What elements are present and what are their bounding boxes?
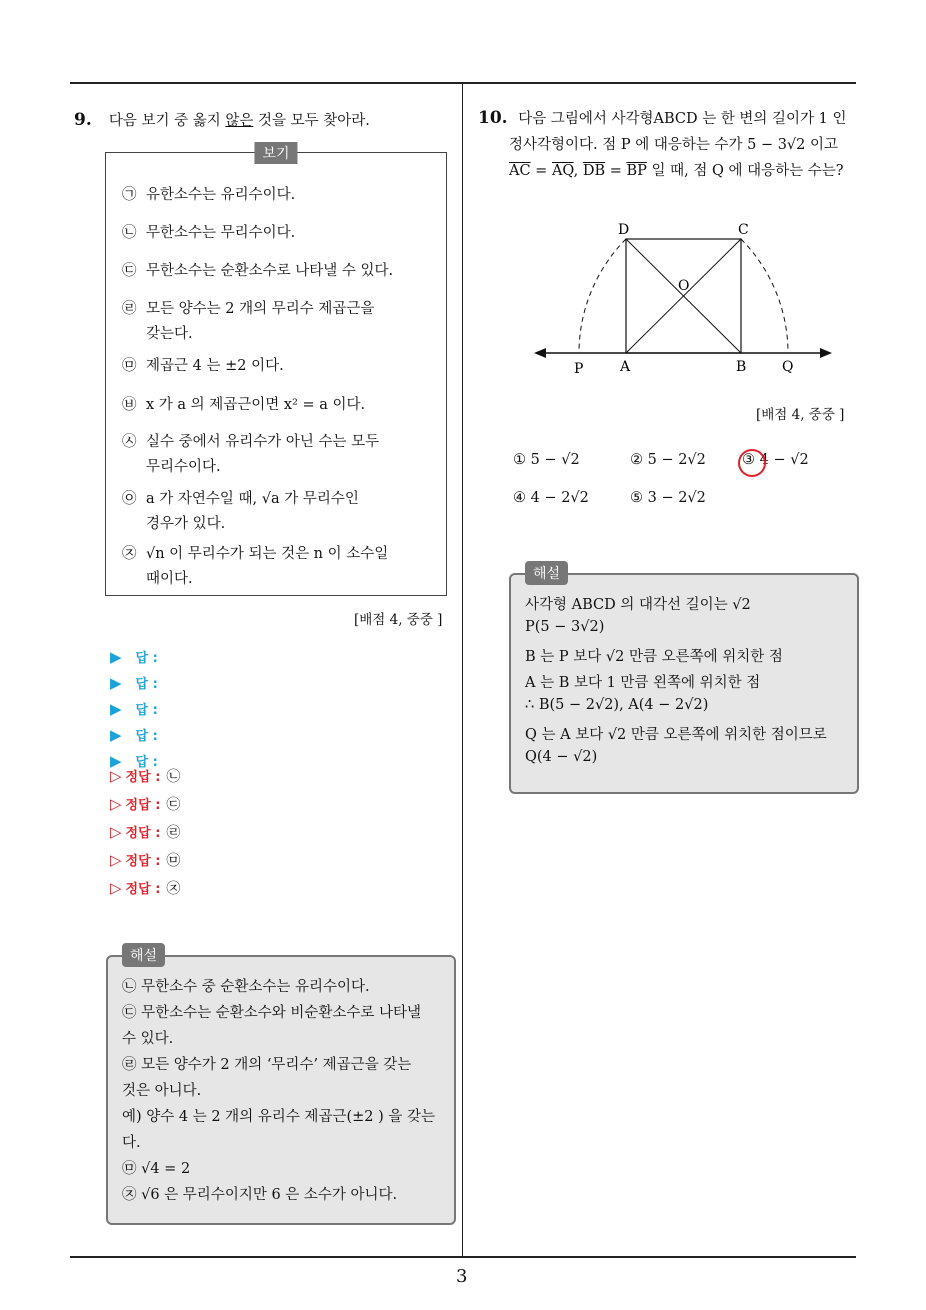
column-divider (462, 83, 463, 1258)
choice-1[interactable]: ① 5 − √2 (513, 452, 580, 468)
bogi-item (122, 487, 359, 537)
solution-line: 다. (122, 1135, 141, 1151)
choice-2[interactable]: ② 5 − 2√2 (630, 452, 706, 468)
correct-answer-row (110, 878, 180, 898)
answer-row (110, 699, 158, 718)
bogi-item-text: 갖는다. (146, 326, 193, 342)
q9-score: [배점 4, 중중 ] (354, 612, 443, 628)
bogi-item-text: x 가 a 의 제곱근이면 x² = a 이다. (146, 397, 366, 413)
correct-value: ㉤ (166, 853, 181, 869)
solution-line: 수 있다. (122, 1031, 174, 1047)
bogi-item-text: 때이다. (146, 571, 193, 587)
solution-line: Q 는 A 보다 √2 만큼 오른쪽에 위치한 점이므로 (525, 727, 827, 743)
correct-answer-row (110, 766, 180, 786)
label-c: C (738, 222, 749, 238)
question-line-2: 정사각형이다. 점 P 에 대응하는 수가 5 − 3√2 이고 (509, 137, 839, 153)
answer-label: 답 : (135, 729, 158, 744)
answer-arrow-icon: ▶ (110, 700, 122, 718)
bogi-item (122, 221, 295, 246)
correct-label: 정답 : (125, 882, 161, 897)
correct-answer-row (110, 794, 180, 814)
bogi-item-marker: ㉨ (122, 546, 137, 562)
bogi-item-text: 경우가 있다. (146, 516, 226, 532)
answer-arrow-icon: ▶ (110, 648, 122, 666)
bogi-item (122, 542, 388, 592)
answer-arrow-icon: ▶ (110, 674, 122, 692)
solution-line: B 는 P 보다 √2 만큼 오른쪽에 위치한 점 (525, 649, 783, 665)
solution-tag: 해설 (525, 561, 568, 585)
choice-5[interactable]: ⑤ 3 − 2√2 (630, 490, 706, 506)
correct-value: ㉢ (166, 797, 181, 813)
solution-tag: 해설 (122, 943, 165, 967)
bogi-item (122, 259, 393, 284)
solution-line: ㉣ 모든 양수가 2 개의 ‘무리수’ 제곱근을 갖는 (122, 1057, 412, 1073)
solution-line: P(5 − 3√2) (525, 619, 605, 635)
answer-label: 답 : (135, 677, 158, 692)
correct-label: 정답 : (125, 826, 161, 841)
bogi-item-text: 제곱근 4 는 ±2 이다. (146, 358, 284, 374)
bogi-item-text: √n 이 무리수가 되는 것은 n 이 소수일 (146, 546, 389, 562)
bogi-title: 보기 (254, 142, 297, 164)
bogi-item-text: 무리수이다. (146, 459, 221, 475)
answer-row (110, 725, 158, 744)
q10-score: [배점 4, 중중 ] (756, 407, 845, 423)
bogi-box (105, 146, 447, 596)
square-number-line-figure (530, 215, 850, 385)
solution-line: 사각형 ABCD 의 대각선 길이는 √2 (525, 597, 751, 613)
correct-value: ㉨ (166, 881, 181, 897)
bogi-item-text: 유한소수는 유리수이다. (146, 187, 296, 203)
selected-circle-mark (738, 449, 766, 477)
solution-line: ㉤ √4 = 2 (122, 1161, 191, 1177)
label-o: O (678, 278, 690, 294)
correct-arrow-icon: ▷ (110, 851, 122, 869)
correct-value: ㉣ (166, 825, 181, 841)
bottom-rule (70, 1256, 856, 1258)
bogi-item-text: a 가 자연수일 때, √a 가 무리수인 (146, 491, 359, 507)
answer-arrow-icon: ▶ (110, 726, 122, 744)
bogi-item-text: 무한소수는 순환소수로 나타낼 수 있다. (146, 263, 394, 279)
label-q: Q (782, 359, 794, 375)
label-a: A (620, 359, 631, 375)
correct-label: 정답 : (125, 770, 161, 785)
solution-line: ㉡ 무한소수 중 순환소수는 유리수이다. (122, 979, 370, 995)
bogi-item-text: 모든 양수는 2 개의 무리수 제곱근을 (146, 301, 375, 317)
question-10 (478, 105, 863, 184)
q10-solution-box (509, 566, 859, 794)
page-number: 3 (456, 1266, 468, 1287)
arc-aq (741, 239, 788, 353)
solution-line: 것은 아니다. (122, 1083, 202, 1099)
q9-solution-box (106, 948, 456, 1225)
answer-label: 답 : (135, 703, 158, 718)
bogi-item (122, 297, 374, 347)
solution-line: ㉢ 무한소수는 순환소수와 비순환소수로 나타낼 (122, 1005, 422, 1021)
arc-bp (579, 239, 626, 353)
question-line-1: 다음 그림에서 사각형ABCD 는 한 변의 길이가 1 인 (518, 111, 847, 127)
question-number: 10. (478, 108, 508, 128)
correct-value: ㉡ (166, 769, 181, 785)
correct-arrow-icon: ▷ (110, 767, 122, 785)
bogi-item-marker: ㉥ (122, 397, 137, 413)
bogi-item-text: 무한소수는 무리수이다. (146, 225, 296, 241)
correct-label: 정답 : (125, 798, 161, 813)
question-line-3: $\overline{AC} = \overline{AQ}$, $\overline{DB} = \overline{BP}$ 일 때, 점 Q 에 대응하는 수는? (509, 163, 844, 179)
correct-arrow-icon: ▷ (110, 823, 122, 841)
answer-row (110, 673, 158, 692)
bogi-item (122, 354, 284, 379)
bogi-item-marker: ㉦ (122, 434, 137, 450)
correct-arrow-icon: ▷ (110, 795, 122, 813)
solution-line: ∴ B(5 − 2√2), A(4 − 2√2) (525, 697, 709, 713)
bogi-item-marker: ㉤ (122, 358, 137, 374)
bogi-item (122, 430, 379, 480)
choice-3[interactable]: ③ 4 − √2 (742, 452, 809, 468)
top-rule (70, 82, 856, 84)
correct-arrow-icon: ▷ (110, 879, 122, 897)
correct-label: 정답 : (125, 854, 161, 869)
solution-line: Q(4 − √2) (525, 749, 598, 765)
bogi-item-marker: ㉧ (122, 491, 137, 507)
question-prompt: 다음 보기 중 옳지 않은 것을 모두 찾아라. (108, 113, 370, 129)
answer-label: 답 : (135, 651, 158, 666)
label-b: B (736, 359, 747, 375)
bogi-item-marker: ㉠ (122, 187, 137, 203)
label-d: D (618, 222, 630, 238)
left-arrow (534, 348, 546, 358)
solution-line: A 는 B 보다 1 만큼 왼쪽에 위치한 점 (525, 675, 761, 691)
question-9 (74, 108, 454, 134)
choice-4[interactable]: ④ 4 − 2√2 (513, 490, 589, 506)
right-arrow (820, 348, 832, 358)
bogi-item-marker: ㉡ (122, 225, 137, 241)
solution-line: ㉨ √6 은 무리수이지만 6 은 소수가 아니다. (122, 1187, 398, 1203)
bogi-item-text: 실수 중에서 유리수가 아닌 수는 모두 (146, 434, 380, 450)
bogi-item-marker: ㉢ (122, 263, 137, 279)
correct-answer-row (110, 822, 180, 842)
answer-label: 답 : (135, 755, 158, 770)
label-p: P (574, 361, 584, 377)
solution-line: 예) 양수 4 는 2 개의 유리수 제곱근(±2 ) 을 갖는 (122, 1109, 435, 1125)
correct-answer-row (110, 850, 180, 870)
question-number: 9. (74, 110, 92, 130)
bogi-item (122, 393, 365, 418)
answer-arrow-icon: ▶ (110, 752, 122, 770)
bogi-item (122, 183, 295, 208)
bogi-item-marker: ㉣ (122, 301, 137, 317)
answer-row (110, 647, 158, 666)
